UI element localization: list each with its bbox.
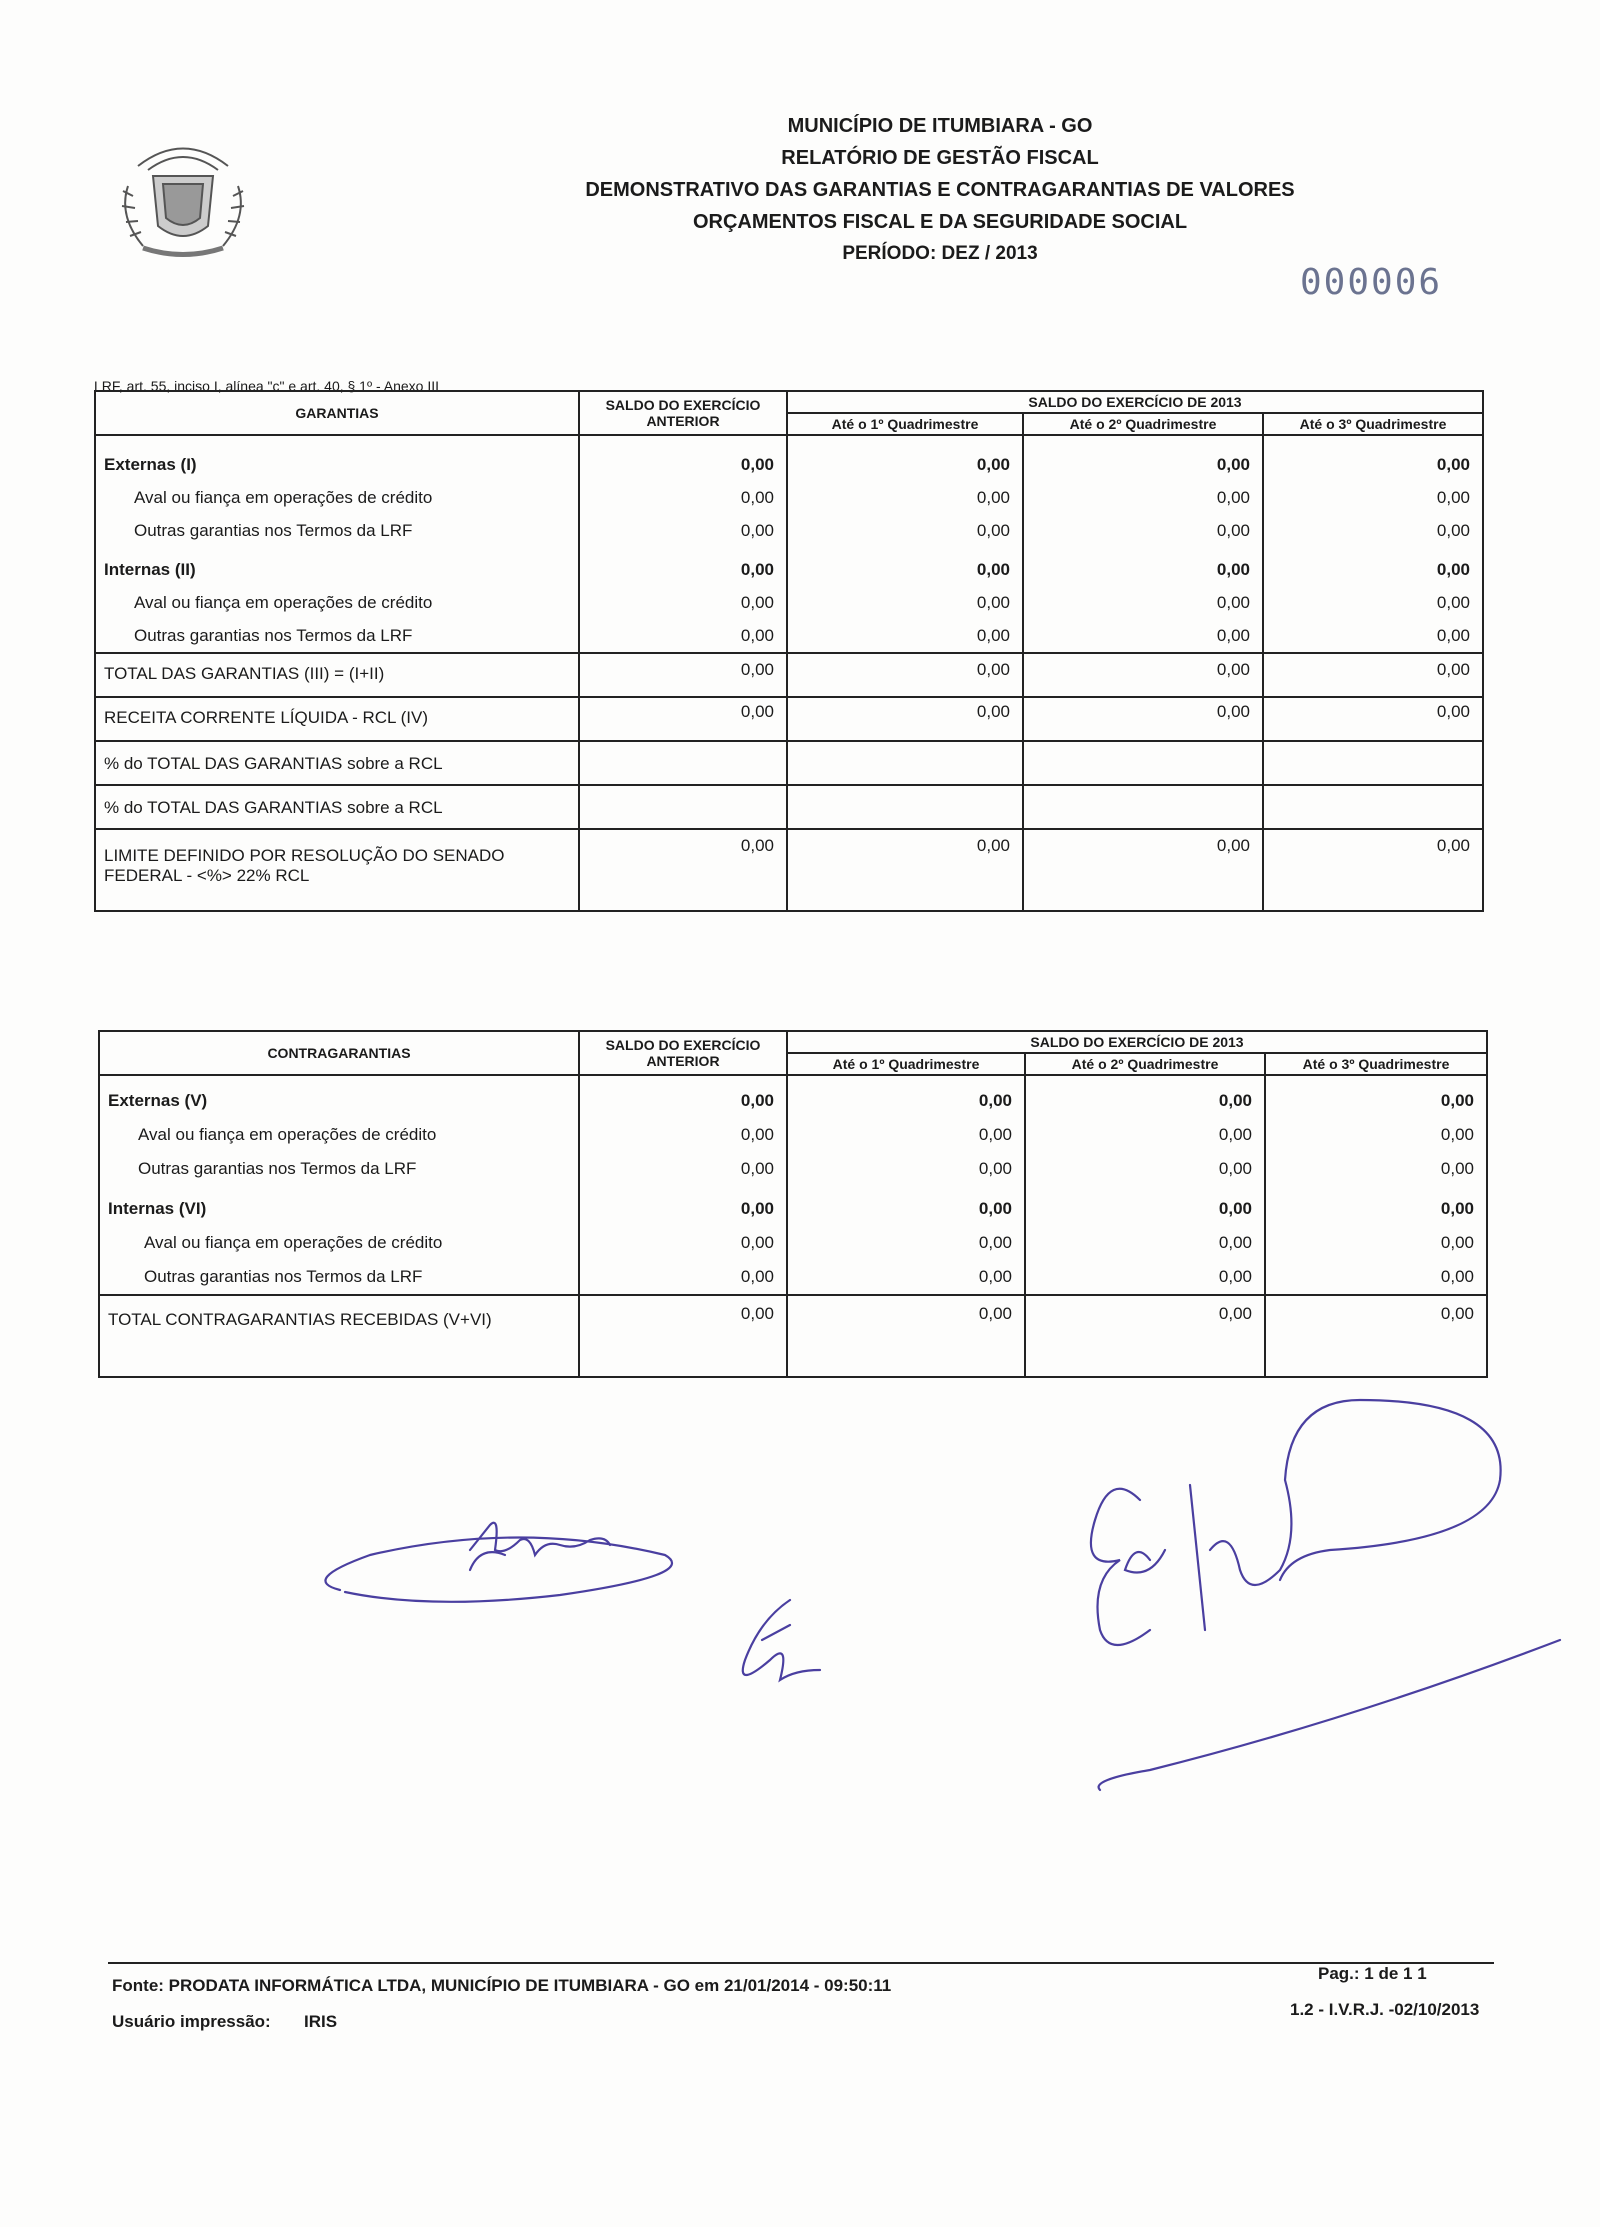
budget-scope: ORÇAMENTOS FISCAL E DA SEGURIDADE SOCIAL: [692, 211, 1188, 233]
table-row-label: Outras garantias nos Termos da LRF: [144, 1267, 423, 1286]
cell-value: 0,00: [976, 521, 1010, 540]
cell-value: 0,00: [976, 593, 1010, 612]
cell-value: 0,00: [1440, 1199, 1475, 1218]
cell-value: 0,00: [787, 697, 1023, 741]
table-row: [95, 741, 1483, 785]
saldo-anterior-header: SALDO DO EXERCÍCIO ANTERIOR: [579, 391, 787, 435]
garantias-col-q3: [1263, 435, 1483, 653]
saldo-2013-header: SALDO DO EXERCÍCIO DE 2013: [787, 391, 1483, 413]
contragarantias-col-q3: [1265, 1075, 1487, 1295]
contragarantias-col-q2: [1025, 1075, 1265, 1295]
table-row-label: Externas (V): [108, 1091, 208, 1110]
saldo-anterior-header: SALDO DO EXERCÍCIO ANTERIOR: [579, 1031, 787, 1075]
cell-value: 0,00: [579, 653, 787, 697]
cell-value: 0,00: [1023, 653, 1263, 697]
contragarantias-table: [98, 1030, 1488, 1378]
table-row-label: Outras garantias nos Termos da LRF: [134, 626, 413, 645]
cell-value: 0,00: [1436, 626, 1471, 645]
cell-value: 0,00: [1263, 697, 1483, 741]
table-row: [95, 697, 1483, 741]
cell-value: 0,00: [978, 1159, 1012, 1178]
cell-value: 0,00: [787, 653, 1023, 697]
cell-value: 0,00: [740, 1125, 774, 1144]
footer-version: 1.2 - I.V.R.J. -02/10/2013: [1290, 2000, 1480, 2019]
table-row-label: Outras garantias nos Termos da LRF: [134, 521, 413, 540]
table-row-label: Outras garantias nos Termos da LRF: [138, 1159, 417, 1178]
cell-value: 0,00: [1218, 1267, 1252, 1286]
table-row-label: Aval ou fiança em operações de crédito: [134, 488, 433, 507]
cell-value: 0,00: [787, 1295, 1025, 1377]
cell-value: 0,00: [740, 593, 774, 612]
cell-value: 0,00: [1216, 593, 1250, 612]
limite-senado-label: LIMITE DEFINIDO POR RESOLUÇÃO DO SENADO FEDERAL - <%> 22% RCL: [95, 829, 579, 911]
cell-value: 0,00: [1440, 1304, 1475, 1323]
cell-value: 0,00: [1216, 626, 1250, 645]
garantias-col-q1: [787, 435, 1023, 653]
footer-user: IRIS: [304, 2012, 338, 2031]
footer-user-label: Usuário impressão:: [112, 2012, 271, 2031]
cell-value: 0,00: [1440, 1091, 1475, 1110]
cell-value: 0,00: [1440, 1159, 1475, 1178]
table-row: [95, 653, 1483, 697]
statement-title: DEMONSTRATIVO DAS GARANTIAS E CONTRAGARANTIAS DE VALORES: [585, 179, 1295, 201]
table-row-label: Externas (I): [104, 455, 197, 474]
report-period: PERÍODO: DEZ / 2013: [842, 243, 1038, 264]
cell-value: 0,00: [1216, 488, 1250, 507]
cell-value: 0,00: [976, 455, 1010, 474]
cell-value: 0,00: [579, 829, 787, 911]
pct-rcl-label: % do TOTAL DAS GARANTIAS sobre a RCL: [95, 741, 579, 785]
cell-value: 0,00: [978, 1125, 1012, 1144]
municipality-title: MUNICÍPIO DE ITUMBIARA - GO: [787, 115, 1093, 137]
garantias-col-anterior: [579, 435, 787, 653]
footer-divider: [108, 1962, 1494, 1964]
cell-value: 0,00: [740, 1233, 774, 1252]
cell-value: 0,00: [1218, 1233, 1252, 1252]
table-row: [95, 829, 1483, 911]
cell-value: 0,00: [1218, 1159, 1252, 1178]
rcl-label: RECEITA CORRENTE LÍQUIDA - RCL (IV): [95, 697, 579, 741]
total-contragarantias-label: TOTAL CONTRAGARANTIAS RECEBIDAS (V+VI): [99, 1295, 579, 1377]
contragarantias-col-q1: [787, 1075, 1025, 1295]
cell-value: 0,00: [1436, 836, 1471, 855]
cell-value: 0,00: [1023, 829, 1263, 911]
signature-3: [1091, 1489, 1150, 1645]
cell-value: 0,00: [740, 1267, 774, 1286]
cell-value: 0,00: [740, 626, 774, 645]
q2-header: Até o 2º Quadrimestre: [1025, 1053, 1265, 1075]
cell-value: 0,00: [1436, 455, 1471, 474]
garantias-header: GARANTIAS: [95, 391, 579, 435]
cell-value: 0,00: [1216, 521, 1250, 540]
cell-value: 0,00: [1440, 1125, 1475, 1144]
cell-value: 0,00: [1436, 488, 1471, 507]
cell-value: 0,00: [1216, 455, 1250, 474]
contragarantias-col-anterior: [579, 1075, 787, 1295]
table-row-label: Aval ou fiança em operações de crédito: [144, 1233, 443, 1252]
signature-2: [743, 1600, 820, 1680]
q3-header: Até o 3º Quadrimestre: [1263, 413, 1483, 435]
table-row-label: Aval ou fiança em operações de crédito: [138, 1125, 437, 1144]
municipal-coat-of-arms-icon: [108, 126, 258, 266]
q1-header: Até o 1º Quadrimestre: [787, 413, 1023, 435]
cell-value: 0,00: [976, 626, 1010, 645]
cell-value: 0,00: [1218, 1199, 1252, 1218]
table-row-label: Internas (VI): [108, 1199, 207, 1218]
cell-value: 0,00: [1025, 1295, 1265, 1377]
cell-value: 0,00: [978, 1091, 1012, 1110]
cell-value: 0,00: [579, 1295, 787, 1377]
table-row: [95, 785, 1483, 829]
contragarantias-labels: [99, 1075, 579, 1295]
garantias-labels: [95, 435, 579, 653]
signature-1: [325, 1538, 672, 1602]
cell-value: 0,00: [1436, 521, 1471, 540]
cell-value: 0,00: [740, 1199, 774, 1218]
cell-value: 0,00: [978, 1267, 1012, 1286]
cell-value: 0,00: [1218, 1091, 1252, 1110]
cell-value: 0,00: [787, 829, 1023, 911]
saldo-2013-header: SALDO DO EXERCÍCIO DE 2013: [787, 1031, 1487, 1053]
cell-value: 0,00: [978, 1233, 1012, 1252]
cell-value: 0,00: [976, 560, 1010, 579]
cell-value: 0,00: [740, 488, 774, 507]
cell-value: 0,00: [1440, 1267, 1475, 1286]
cell-value: 0,00: [976, 488, 1010, 507]
cell-value: 0,00: [579, 697, 787, 741]
footer-source: Fonte: PRODATA INFORMÁTICA LTDA, MUNICÍPIO DE ITUMBIARA - GO em 21/01/2014 - 09:50:11: [112, 1976, 892, 1995]
q3-header: Até o 3º Quadrimestre: [1265, 1053, 1487, 1075]
garantias-col-q2: [1023, 435, 1263, 653]
handwritten-signatures: [0, 1340, 1600, 1820]
cell-value: 0,00: [740, 455, 774, 474]
table-row-label: Internas (II): [104, 560, 196, 579]
cell-value: 0,00: [978, 1199, 1012, 1218]
report-header: [380, 110, 1500, 270]
cell-value: 0,00: [1436, 560, 1471, 579]
q1-header: Até o 1º Quadrimestre: [787, 1053, 1025, 1075]
page-stamp-number: 000006: [1300, 262, 1443, 303]
legal-reference: LRF, art. 55, inciso I, alínea "c" e art. 40, § 1º - Anexo III: [94, 378, 440, 394]
table-row-label: Aval ou fiança em operações de crédito: [134, 593, 433, 612]
contragarantias-header: CONTRAGARANTIAS: [99, 1031, 579, 1075]
footer-page-number: Pag.: 1 de 1 1: [1318, 1964, 1427, 1983]
cell-value: 0,00: [1023, 697, 1263, 741]
pct-rcl-label: % do TOTAL DAS GARANTIAS sobre a RCL: [95, 785, 579, 829]
cell-value: 0,00: [1216, 560, 1250, 579]
cell-value: 0,00: [1263, 653, 1483, 697]
q2-header: Até o 2º Quadrimestre: [1023, 413, 1263, 435]
cell-value: 0,00: [740, 521, 774, 540]
cell-value: 0,00: [1440, 1233, 1475, 1252]
cell-value: 0,00: [740, 1091, 774, 1110]
total-garantias-label: TOTAL DAS GARANTIAS (III) = (I+II): [95, 653, 579, 697]
garantias-table: [94, 390, 1484, 912]
cell-value: 0,00: [740, 560, 774, 579]
cell-value: 0,00: [1436, 593, 1471, 612]
cell-value: 0,00: [1218, 1125, 1252, 1144]
cell-value: 0,00: [740, 1159, 774, 1178]
report-title: RELATÓRIO DE GESTÃO FISCAL: [781, 147, 1099, 169]
